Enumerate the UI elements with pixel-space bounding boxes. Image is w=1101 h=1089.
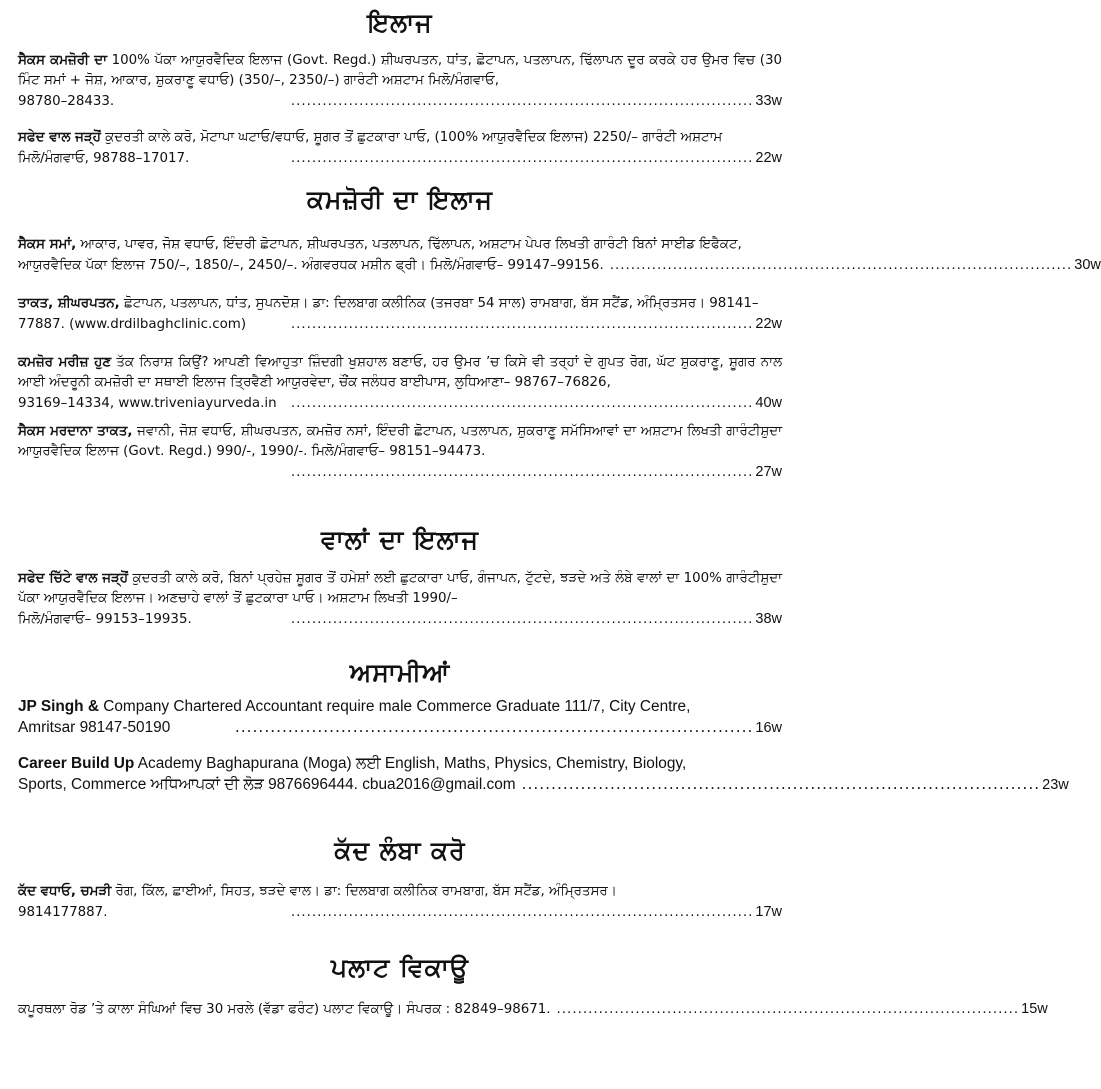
section-title: ਕੱਦ ਲੰਬਾ ਕਰੋ [334,836,466,865]
ad-tail-text: ਆਯੁਰਵੈਦਿਕ ਪੱਕਾ ਇਲਾਜ 750/–, 1850/–, 2450/–. ਅੰਗਵਰਧਕ ਮਸ਼ੀਨ ਫ੍ਰੀ। ਮਿਲੋ/ਮੰਗਵਾਓ– 99147–99156. [18,258,604,273]
dot-leader: ........................................................................................ [609,258,1073,273]
ad-tail-text: 9814177887. [18,905,108,920]
ad-item [18,128,782,169]
ad-tail [18,148,782,169]
ad-body: ਕੁਦਰਤੀ ਕਾਲੇ ਕਰੋ, ਮੋਟਾਪਾ ਘਟਾਓ/ਵਧਾਓ, ਸ਼ੂਗਰ ਤੋਂ ਛੁਟਕਾਰਾ ਪਾਓ, (100% ਆਯੁਰਵੈਦਿਕ ਇਲਾਜ) 2250/– ਗਾਰੰਟੀ ਅਸ਼ਟਾਮ [105,130,723,145]
dot-leader: ........................................................................................ [290,612,754,627]
ad-item [18,294,782,335]
ad-lead: ਸਫੇਦ ਚਿੱਟੇ ਵਾਲ ਜੜ੍ਹੋਂ [18,571,128,586]
ad-code: 16w [755,720,782,736]
section-title: ਅਸਾਮੀਆਂ [349,658,451,687]
ad-lead: ਸੈਕਸ ਸਮਾਂ, [18,237,77,252]
ad-code: 23w [1042,777,1069,793]
ad-item [18,353,782,414]
ad-item [18,753,1069,796]
ad-tail-text: ਮਿਲੋ/ਮੰਗਵਾਓ, 98788–17017. [18,151,190,166]
ad-code: 38w [755,611,782,627]
ad-body: ਰੋਗ, ਕਿੱਲ, ਛਾਈਆਂ, ਸਿਹਤ, ਝੜਦੇ ਵਾਲ। ਡਾ: ਦਿਲਬਾਗ ਕਲੀਨਿਕ ਰਾਮਬਾਗ, ਬੱਸ ਸਟੈਂਡ, ਅੰਮ੍ਰਿਤਸਰ। [115,884,617,899]
dot-leader: ........................................................................................ [290,396,754,411]
ad-body: ਤੱਕ ਨਿਰਾਸ਼ ਕਿਉਂ? ਆਪਣੀ ਵਿਆਹੁਤਾ ਜ਼ਿੰਦਗੀ ਖੁਸ਼ਹਾਲ ਬਣਾਓ, ਹਰ ਉਮਰ ’ਚ ਕਿਸੇ ਵੀ ਤਰ੍ਹਾਂ ਦੇ ਗੁਪਤ ਰੋਗ, ਘੱਟ ਸ਼ੁਕਰਾਣੂ, ਸ਼ੂਗਰ ਨਾਲ ਆਈ ਅੰਦਰੂਨੀ ਕਮਜ਼ੋਰੀ ਦਾ ਸਥਾਈ ਇਲਾਜ ਤ੍ਰਿਵੈਣੀ ਆਯੁਰਵੇਦਾ, ਚੌਂਕ ਜਲੰਧਰ ਬਾਈਪਾਸ, ਲੁਧਿਆਣਾ– 98767–76826, [18,355,782,390]
ad-tail [18,91,782,112]
dot-leader: ........................................................................................ [290,151,754,166]
dot-leader: ........................................................................................ [290,94,754,109]
section-title: ਵਾਲਾਂ ਦਾ ਇਲਾਜ [321,525,479,554]
ad-tail-text: Sports, Commerce ਅਧਿਆਪਕਾਂ ਦੀ ਲੋੜ 9876696444. cbua2016@gmail.com [18,776,516,793]
dot-leader: ........................................................................................ [290,905,754,920]
section-height [18,834,782,923]
ad-lead: ਸੈਕਸ ਕਮਜ਼ੋਰੀ ਦਾ [18,53,107,68]
ad-item [18,235,1101,276]
ad-body: Academy Baghapurana (Moga) ਲਈ English, Maths, Physics, Chemistry, Biology, [137,755,687,772]
ad-lead: ਸਫੇਦ ਵਾਲ ਜੜ੍ਹੋਂ [18,130,101,145]
ad-code: 33w [755,93,782,109]
ad-tail [18,314,782,335]
dot-leader: ........................................................................................ [290,465,754,480]
ad-code: 22w [755,316,782,332]
ad-tail [18,255,1101,276]
ad-tail-text: 93169–14334, www.triveniayurveda.in [18,396,277,411]
ad-tail [18,999,1048,1020]
ad-lead: ਕਮਜ਼ੋਰ ਮਰੀਜ਼ ਹੁਣ [18,355,112,370]
ad-item [18,569,782,630]
ad-body: 100% ਪੱਕਾ ਆਯੁਰਵੈਦਿਕ ਇਲਾਜ (Govt. Regd.) ਸ਼ੀਘਰਪਤਨ, ਧਾਂਤ, ਛੋਟਾਪਨ, ਪਤਲਾਪਨ, ਢਿੱਲਾਪਨ ਦੂਰ ਕਰਕੇ ਹਰ ਉਮਰ ਵਿਚ (30 ਮਿੰਟ ਸਮਾਂ + ਜੋਸ਼, ਆਕਾਰ, ਸ਼ੁਕਰਾਣੂ ਵਧਾਓ) (350/–, 2350/–) ਗਾਰੰਟੀ ਅਸ਼ਟਾਮ ਮਿਲੋ/ਮੰਗਵਾਓ, [18,53,783,88]
ad-body: Company Chartered Accountant require male Commerce Graduate 111/7, City Centre, [103,698,691,715]
ad-tail-text: 77887. (www.drdilbaghclinic.com) [18,317,247,332]
ad-code: 40w [755,395,782,411]
ad-code: 22w [755,150,782,166]
section-weakness [18,183,1101,483]
ad-item [18,51,782,112]
ad-code: 30w [1074,257,1101,273]
ad-body: ਕੁਦਰਤੀ ਕਾਲੇ ਕਰੋ, ਬਿਨਾਂ ਪ੍ਰਹੇਜ਼ ਸ਼ੂਗਰ ਤੋਂ ਹਮੇਸ਼ਾਂ ਲਈ ਛੁਟਕਾਰਾ ਪਾਓ, ਗੰਜਾਪਨ, ਟੁੱਟਦੇ, ਝੜਦੇ ਅਤੇ ਲੰਬੇ ਵਾਲਾਂ ਦਾ 100% ਗਾਰੰਟੀਸ਼ੁਦਾ ਪੱਕਾ ਆਯੁਰਵੈਦਿਕ ਇਲਾਜ। ਅਣਚਾਹੇ ਵਾਲਾਂ ਤੋਂ ਛੁਟਕਾਰਾ ਪਾਓ। ਅਸ਼ਟਾਮ ਲਿਖਤੀ 1990/– [18,571,782,606]
ad-tail [18,609,782,630]
ad-tail-text: Amritsar 98147-50190 [18,719,171,736]
dot-leader: ........................................................................................ [290,317,754,332]
ad-item [18,422,782,483]
ad-tail-text: ਕਪੂਰਥਲਾ ਰੋਡ ’ਤੇ ਕਾਲਾ ਸੰਘਿਆਂ ਵਿਚ 30 ਮਰਲੇ (ਵੱਡਾ ਫਰੰਟ) ਪਲਾਟ ਵਿਕਾਊ। ਸੰਪਰਕ : 82849–98671. [18,1002,551,1017]
dot-leader: ........................................................................................ [521,775,1041,793]
ad-lead: ਸੈਕਸ ਮਰਦਾਨਾ ਤਾਕਤ, [18,424,133,439]
section-title: ਕਮਜ਼ੋਰੀ ਦਾ ਇਲਾਜ [306,185,494,214]
ad-tail [18,462,782,483]
section-treatment [18,0,782,169]
section-hair [18,523,782,630]
ad-code: 15w [1021,1001,1048,1017]
section-title: ਇਲਾਜ [367,8,433,37]
ad-lead: ਕੱਦ ਵਧਾਓ, ਚਮੜੀ [18,884,112,899]
ad-lead: ਤਾਕਤ, ਸ਼ੀਘਰਪਤਨ, [18,296,120,311]
ad-body: ਜਵਾਨੀ, ਜੋਸ਼ ਵਧਾਓ, ਸ਼ੀਘਰਪਤਨ, ਕਮਜ਼ੋਰ ਨਸਾਂ, ਇੰਦਰੀ ਛੋਟਾਪਨ, ਪਤਲਾਪਨ, ਸ਼ੁਕਰਾਣੂ ਸਮੱਸਿਆਵਾਂ ਦਾ ਅਸ਼ਟਾਮ ਲਿਖਤੀ ਗਾਰੰਟੀਸ਼ੁਦਾ ਆਯੁਰਵੈਦਿਕ ਇਲਾਜ (Govt. Regd.) 990/-, 1990/-. ਮਿਲੋ/ਮੰਗਵਾਓ– 98151–94473. [18,424,782,459]
ad-tail [18,393,782,414]
dot-leader: ........................................................................................ [556,1002,1020,1017]
ad-lead: JP Singh & [18,698,99,715]
ad-tail [18,717,782,739]
section-vacancies [18,656,1069,796]
ad-code: 27w [755,464,782,480]
dot-leader: ........................................................................................ [234,718,754,736]
section-title: ਪਲਾਟ ਵਿਕਾਊ [331,953,469,982]
ad-item [18,882,782,923]
ad-code: 17w [755,904,782,920]
ad-body: ਆਕਾਰ, ਪਾਵਰ, ਜੋਸ਼ ਵਧਾਓ, ਇੰਦਰੀ ਛੋਟਾਪਨ, ਸ਼ੀਘਰਪਤਨ, ਪਤਲਾਪਨ, ਢਿੱਲਾਪਨ, ਅਸ਼ਟਾਮ ਪੇਪਰ ਲਿਖਤੀ ਗਾਰੰਟੀ ਬਿਨਾਂ ਸਾਈਡ ਇਫੈਕਟ, [80,237,742,252]
ad-tail [18,902,782,923]
ad-item [18,696,782,739]
section-plot-sale [18,951,1048,1020]
ad-item [18,999,1048,1020]
ad-lead: Career Build Up [18,755,135,772]
ad-tail-text: 98780–28433. [18,94,115,109]
ad-body: ਛੋਟਾਪਨ, ਪਤਲਾਪਨ, ਧਾਂਤ, ਸੁਪਨਦੋਸ਼। ਡਾ: ਦਿਲਬਾਗ ਕਲੀਨਿਕ (ਤਜਰਬਾ 54 ਸਾਲ) ਰਾਮਬਾਗ, ਬੱਸ ਸਟੈਂਡ, ਅੰਮ੍ਰਿਤਸਰ। 98141– [124,296,759,311]
ad-tail-text: ਮਿਲੋ/ਮੰਗਵਾਓ– 99153–19935. [18,612,192,627]
ad-tail [18,774,1069,796]
